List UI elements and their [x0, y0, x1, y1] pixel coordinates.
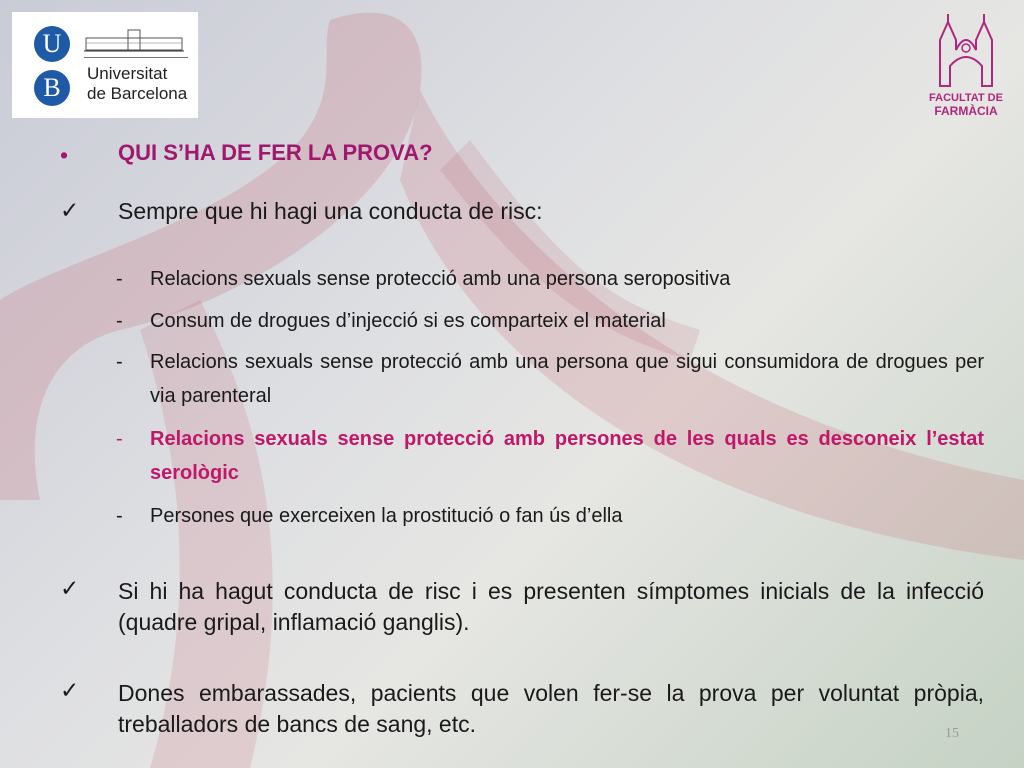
bullet-marker: •	[60, 142, 69, 168]
point-other-groups: Dones embarassades, pacients que volen fer-se la prova per voluntat pròpia, treballadors de bancs de sang, etc.	[118, 680, 984, 737]
check-icon: ✓	[60, 575, 80, 601]
universitat-barcelona-logo	[12, 12, 198, 118]
dash-marker: -	[116, 351, 123, 373]
ub-logo-circle-u: U	[34, 26, 70, 62]
page-number: 15	[945, 726, 959, 741]
ub-name-line1: Universitat	[87, 64, 168, 83]
dash-marker: -	[116, 428, 123, 450]
dash-marker: -	[116, 310, 123, 332]
dash-marker: -	[116, 505, 123, 527]
faculty-name-line1: FACULTAT DE	[929, 92, 1003, 104]
ub-logo-divider	[84, 57, 188, 58]
faculty-name-line2: FARMÀCIA	[934, 104, 998, 118]
faculty-name	[926, 92, 1006, 118]
subitem-4-highlight: Relacions sexuals sense protecció amb persones de les quals es desconeix l’estat serològic	[150, 428, 984, 484]
check-icon: ✓	[60, 677, 80, 703]
point-risk-conduct: Sempre que hi hagi una conducta de risc:	[118, 198, 543, 224]
dash-marker: -	[116, 268, 123, 290]
slide-title: QUI S’HA DE FER LA PROVA?	[118, 140, 433, 165]
facultat-farmacia-logo	[926, 10, 1006, 120]
ub-logo-circle-b: B	[34, 70, 70, 106]
check-icon: ✓	[60, 197, 80, 223]
subitem-5: Persones que exerceixen la prostitució o fan ús d’ella	[150, 505, 623, 527]
subitem-3: Relacions sexuals sense protecció amb una persona que sigui consumidora de drogues per via parenteral	[150, 351, 984, 407]
faculty-building-icon	[926, 10, 1006, 90]
ub-name-line2: de Barcelona	[87, 84, 188, 103]
subitem-2: Consum de drogues d’injecció si es comparteix el material	[150, 310, 666, 332]
subitem-1: Relacions sexuals sense protecció amb una persona seropositiva	[150, 268, 731, 290]
ub-building-icon	[84, 26, 184, 54]
point-symptoms: Si hi ha hagut conducta de risc i es presenten símptomes inicials de la infecció (quadre gripal, inflamació ganglis).	[118, 578, 984, 635]
